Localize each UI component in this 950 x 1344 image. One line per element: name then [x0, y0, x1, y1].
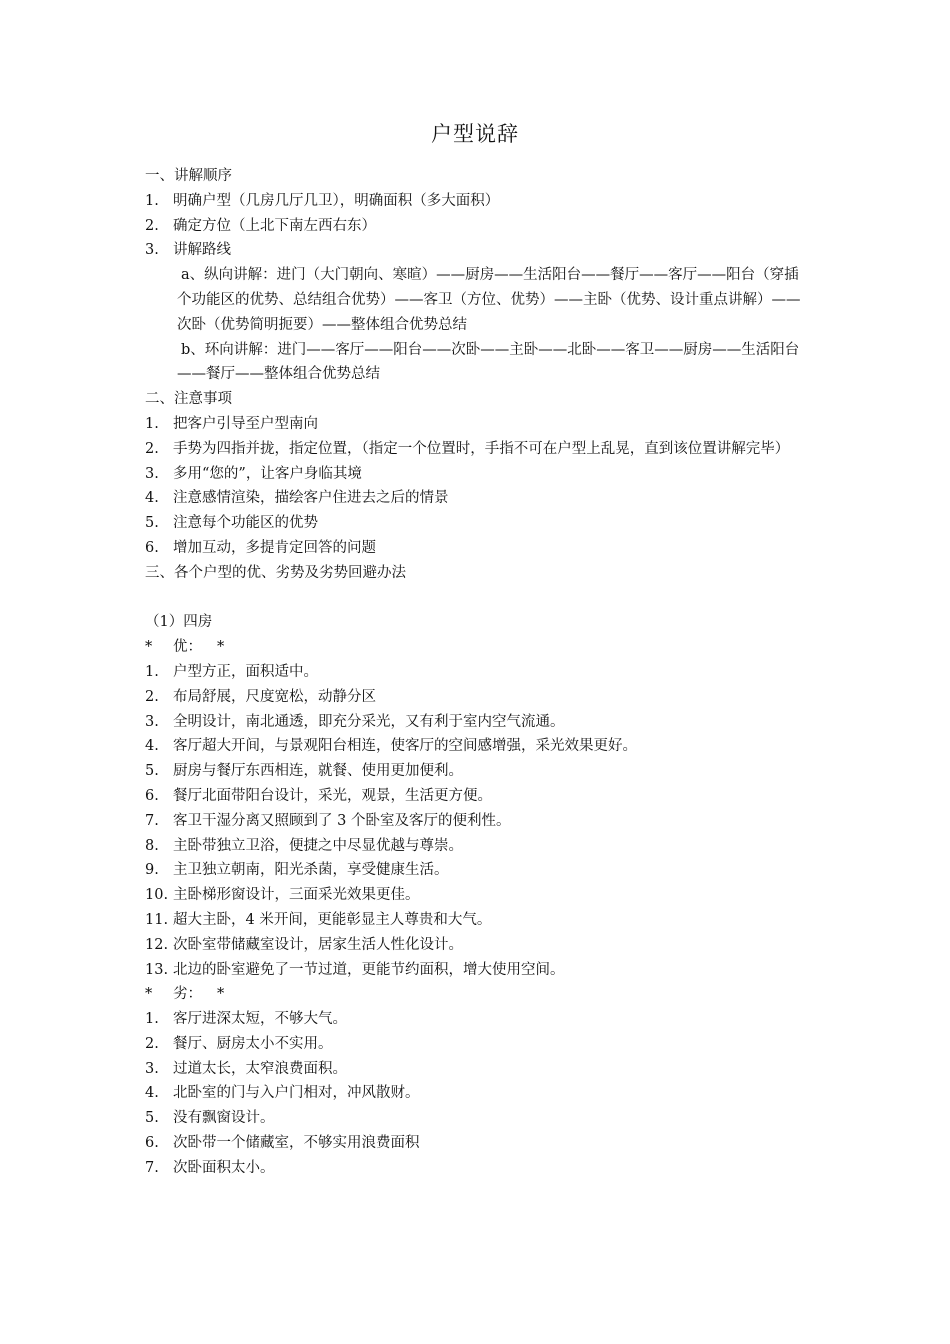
- item-text: 次卧室带储藏室设计，居家生活人性化设计。: [173, 936, 463, 953]
- item-text: 主卧梯形窗设计，三面采光效果更佳。: [173, 887, 420, 904]
- item-text: 讲解路线: [173, 242, 231, 259]
- list-item: [145, 412, 810, 437]
- item-number: 5.: [145, 1110, 159, 1127]
- item-text: 主卧带独立卫浴，便捷之中尽显优越与尊崇。: [173, 837, 463, 854]
- item-number: 1.: [145, 1011, 159, 1028]
- section-2-heading: 二、注意事项: [145, 391, 232, 408]
- item-number: 6.: [145, 1135, 159, 1152]
- list-item: [145, 958, 810, 983]
- list-item: [145, 734, 810, 759]
- item-number: 7.: [145, 812, 159, 829]
- list-item: [145, 214, 810, 239]
- item-text: 北边的卧室避免了一节过道，更能节约面积，增大使用空间。: [173, 961, 565, 978]
- list-item: [145, 238, 810, 263]
- pros-label: 优：: [173, 639, 202, 656]
- pros-marker-left: *: [145, 639, 153, 656]
- list-item: [145, 883, 810, 908]
- list-item: [145, 809, 810, 834]
- item-number: 3.: [145, 713, 159, 730]
- list-item: [145, 933, 810, 958]
- item-text: 把客户引导至户型南向: [173, 415, 318, 432]
- item-text: 全明设计，南北通透，即充分采光，又有利于室内空气流通。: [173, 713, 565, 730]
- item-number: 12.: [145, 936, 169, 953]
- list-item: [145, 1007, 810, 1032]
- item-number: 3.: [145, 242, 159, 259]
- item-text: 过道太长，太窄浪费面积。: [173, 1060, 347, 1077]
- cons-list: [145, 1007, 810, 1181]
- list-item: [145, 511, 810, 536]
- item-number: 7.: [145, 1159, 159, 1176]
- list-item: [145, 858, 810, 883]
- item-number: 2.: [145, 217, 159, 234]
- item-text: 餐厅、厨房太小不实用。: [173, 1035, 333, 1052]
- list-item: [145, 1081, 810, 1106]
- list-item: [145, 189, 810, 214]
- item-text: 布局舒展，尺度宽松，动静分区: [173, 688, 376, 705]
- item-text: 餐厅北面带阳台设计，采光，观景，生活更方便。: [173, 787, 492, 804]
- section-3-heading: 三、各个户型的优、劣势及劣势回避办法: [145, 564, 406, 581]
- pros-marker-right: *: [217, 639, 225, 656]
- item-text: 北卧室的门与入户门相对，冲风散财。: [173, 1085, 420, 1102]
- item-number: 3.: [145, 465, 159, 482]
- item-number: 6.: [145, 539, 159, 556]
- list-item: [145, 1057, 810, 1082]
- item-number: 5.: [145, 515, 159, 532]
- document-body: [145, 164, 810, 1181]
- list-item: [145, 486, 810, 511]
- item-text: 手势为四指并拢，指定位置，（指定一个位置时，手指不可在户型上乱晃，直到该位置讲解完毕）: [173, 440, 790, 457]
- item-text: 客厅超大开间，与景观阳台相连，使客厅的空间感增强，采光效果更好。: [173, 738, 637, 755]
- list-item: [145, 685, 810, 710]
- item-text: 超大主卧，4 米开间，更能彰显主人尊贵和大气。: [173, 911, 492, 928]
- list-item: [145, 759, 810, 784]
- cons-label: 劣：: [173, 986, 202, 1003]
- list-item: [145, 710, 810, 735]
- item-text: 注意每个功能区的优势: [173, 515, 318, 532]
- item-number: 1.: [145, 663, 159, 680]
- item-text: 多用“您的”，让客户身临其境: [173, 465, 362, 482]
- item-text: 主卫独立朝南，阳光杀菌，享受健康生活。: [173, 862, 449, 879]
- item-text: 客卫干湿分离又照顾到了 3 个卧室及客厅的便利性。: [173, 812, 511, 829]
- list-item: [145, 1032, 810, 1057]
- list-item: [145, 462, 810, 487]
- item-number: 5.: [145, 763, 159, 780]
- item-number: 4.: [145, 1085, 159, 1102]
- item-number: 2.: [145, 688, 159, 705]
- list-item: [145, 784, 810, 809]
- item-text: 户型方正，面积适中。: [173, 663, 318, 680]
- four-room-subheading: （1）四房: [145, 614, 213, 631]
- item-number: 11.: [145, 911, 169, 928]
- item-number: 4.: [145, 738, 159, 755]
- pros-list: [145, 660, 810, 982]
- item-text: 确定方位（上北下南左西右东）: [173, 217, 376, 234]
- list-item: [145, 834, 810, 859]
- item-number: 13.: [145, 961, 169, 978]
- route-b-paragraph: b、环向讲解：进门——客厅——阳台——次卧——主卧——北卧——客卫——厨房——生活阳台——餐厅——整体组合优势总结: [177, 341, 800, 383]
- list-item: [145, 1106, 810, 1131]
- item-number: 3.: [145, 1060, 159, 1077]
- cons-marker-left: *: [145, 986, 153, 1003]
- item-number: 10.: [145, 887, 169, 904]
- item-number: 9.: [145, 862, 159, 879]
- item-text: 没有飘窗设计。: [173, 1110, 275, 1127]
- item-number: 2.: [145, 1035, 159, 1052]
- list-item: [145, 536, 810, 561]
- cons-marker-right: *: [217, 986, 225, 1003]
- item-text: 客厅进深太短，不够大气。: [173, 1011, 347, 1028]
- item-text: 次卧面积太小。: [173, 1159, 275, 1176]
- item-text: 厨房与餐厅东西相连，就餐、使用更加便利。: [173, 763, 463, 780]
- item-number: 8.: [145, 837, 159, 854]
- pros-heading: [145, 635, 810, 660]
- route-a-paragraph: a、纵向讲解：进门（大门朝向、寒暄）——厨房——生活阳台——餐厅——客厅——阳台（穿插个功能区的优势、总结组合优势）——客卫（方位、优势）——主卧（优势、设计重点讲解）——次卧（优势简明扼要）——整体组合优势总结: [177, 267, 801, 333]
- list-item: [145, 1156, 810, 1181]
- list-item: [145, 908, 810, 933]
- list-item: [145, 437, 810, 462]
- section-1-heading: 一、讲解顺序: [145, 168, 232, 184]
- list-item: [145, 1131, 810, 1156]
- blank-line: [145, 586, 810, 611]
- item-text: 注意感情渲染，描绘客户住进去之后的情景: [173, 490, 449, 507]
- item-number: 1.: [145, 192, 159, 209]
- item-number: 1.: [145, 415, 159, 432]
- cons-heading: [145, 982, 810, 1007]
- page-title: 户型说辞: [431, 122, 519, 146]
- item-text: 增加互动，多提肯定回答的问题: [173, 539, 376, 556]
- item-number: 2.: [145, 440, 159, 457]
- item-number: 4.: [145, 490, 159, 507]
- list-item: [145, 660, 810, 685]
- item-number: 6.: [145, 787, 159, 804]
- item-text: 次卧带一个储藏室，不够实用浪费面积: [173, 1135, 420, 1152]
- item-text: 明确户型（几房几厅几卫），明确面积（多大面积）: [173, 192, 500, 209]
